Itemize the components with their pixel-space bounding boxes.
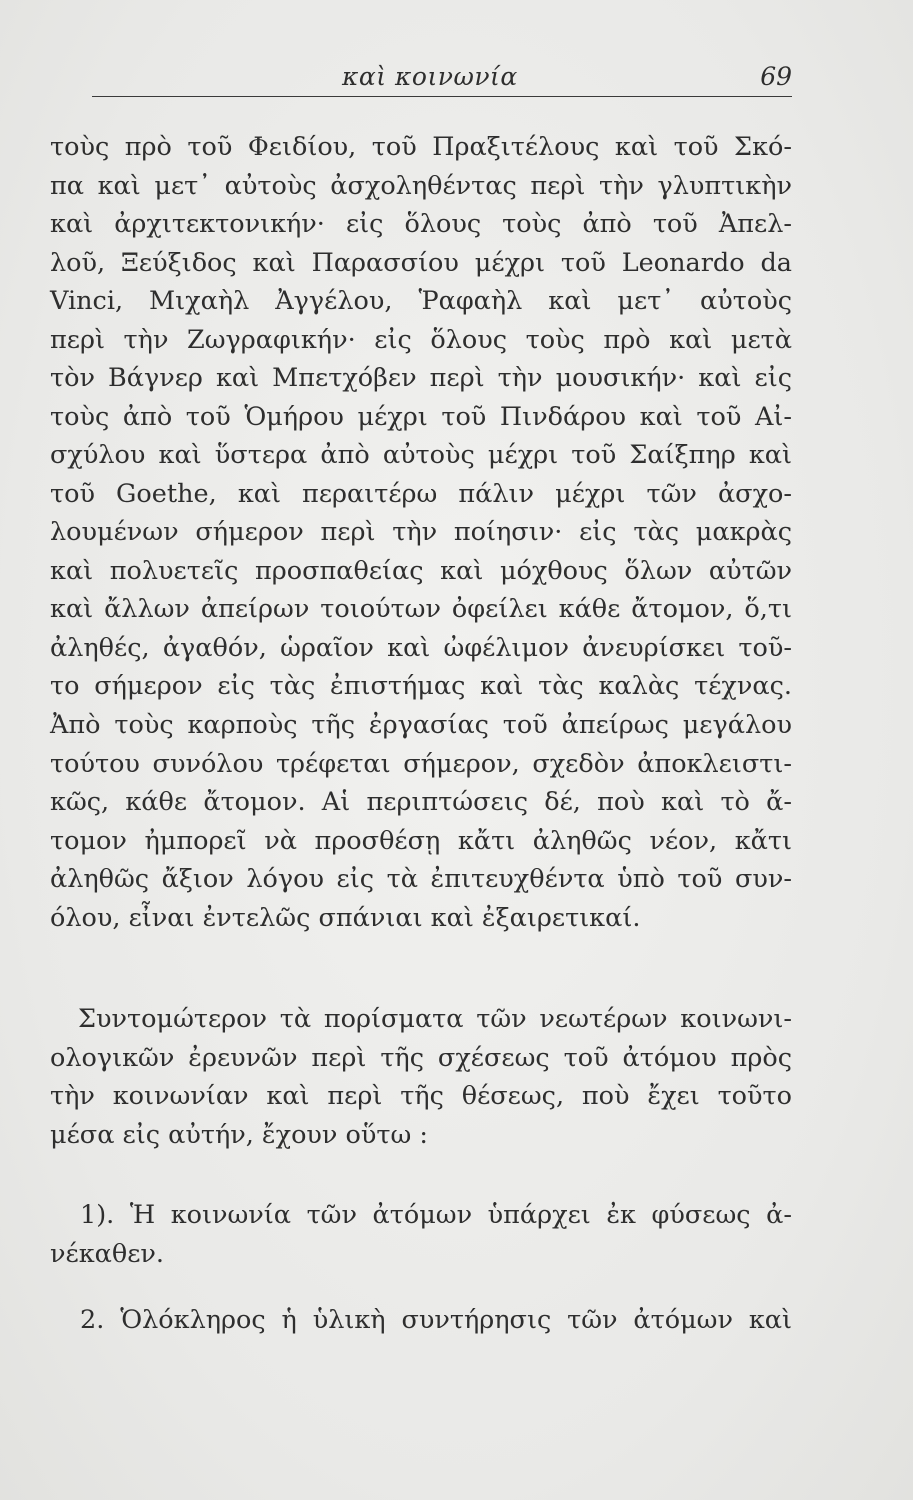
paragraph-1 (50, 128, 792, 708)
text-line: λοῦ, Ξεύξιδος καὶ Παρασσίου μέχρι τοῦ Leonardo da (50, 247, 792, 278)
text-line: πα καὶ μετ᾽ αὐτοὺς ἀσχοληθέντας περὶ τὴν γλυπτικὴν (50, 170, 792, 201)
text-line: τοὺς πρὸ τοῦ Φειδίου, τοῦ Πραξιτέλους καὶ τοῦ Σκό- (50, 132, 792, 162)
text-line: ἀληθές, ἀγαθόν, ὡραῖον καὶ ὠφέλιμον ἀνευρίσκει τοῦ- (50, 632, 792, 663)
text-line: τοῦ Goethe, καὶ περαιτέρω πάλιν μέχρι τῶν ἀσχο- (50, 478, 792, 509)
paragraph-2 (50, 706, 792, 946)
text-line: νέκαθεν. (50, 1238, 165, 1269)
text-line: τομον ἠμπορεῖ νὰ προσθέσῃ κἄτι ἀληθῶς νέον, κἄτι (50, 825, 792, 856)
text-line: όλου, εἶναι ἐντελῶς σπάνιαι καὶ ἐξαιρετικαί. (50, 902, 641, 933)
text-line: καὶ ἀρχιτεκτονικήν· εἰς ὅλους τοὺς ἀπὸ τοῦ Ἀπελ- (50, 209, 792, 239)
text-line: τοὺς ἀπὸ τοῦ Ὁμήρου μέχρι τοῦ Πινδάρου καὶ τοῦ Αἰ- (50, 401, 792, 432)
text-line: καὶ πολυετεῖς προσπαθείας καὶ μόχθους ὅλων αὐτῶν (50, 555, 792, 586)
text-line: κῶς, κάθε ἄτομον. Αἱ περιπτώσεις δέ, ποὺ καὶ τὸ ἄ- (50, 787, 792, 817)
paragraph-4 (50, 1196, 792, 1276)
paragraph-5 (50, 1301, 792, 1341)
text-line: Vinci, Μιχαὴλ Ἀγγέλου, Ῥαφαὴλ καὶ μετ᾽ αὐτοὺς (50, 286, 792, 316)
text-line: το σήμερον εἰς τὰς ἐπιστήμας καὶ τὰς καλὰς τέχνας. (50, 671, 792, 701)
text-line: τὴν κοινωνίαν καὶ περὶ τῆς θέσεως, ποὺ ἔχει τοῦτο (50, 1081, 792, 1111)
text-line: τὸν Βάγνερ καὶ Μπετχόβεν περὶ τὴν μουσικήν· καὶ εἰς (50, 363, 792, 393)
text-line: ολογικῶν ἐρευνῶν περὶ τῆς σχέσεως τοῦ ἀτόμου πρὸς (50, 1042, 792, 1073)
text-line: μέσα εἰς αὐτήν, ἔχουν οὕτω : (50, 1119, 428, 1150)
page-header (92, 62, 792, 96)
text-line: λουμένων σήμερον περὶ τὴν ποίησιν· εἰς τὰς μακρὰς (50, 517, 792, 547)
text-line: Συντομώτερον τὰ πορίσματα τῶν νεωτέρων κοινωνι- (78, 1004, 792, 1034)
text-line: καὶ ἄλλων ἀπείρων τοιούτων ὀφείλει κάθε ἄτομον, ὅ,τι (50, 594, 792, 624)
text-line: Ἀπὸ τοὺς καρποὺς τῆς ἐργασίας τοῦ ἀπείρως μεγάλου (50, 710, 792, 740)
text-line: ἀληθῶς ἄξιον λόγου εἰς τὰ ἐπιτευχθέντα ὑπὸ τοῦ συν- (50, 864, 792, 894)
text-line: σχύλου καὶ ὕστερα ἀπὸ αὐτοὺς μέχρι τοῦ Σαίξπηρ καὶ (50, 440, 792, 470)
text-line: τούτου συνόλου τρέφεται σήμερον, σχεδὸν ἀποκλειστι- (50, 748, 792, 779)
text-line: περὶ τὴν Ζωγραφικήν· εἰς ὅλους τοὺς πρὸ καὶ μετὰ (50, 324, 792, 355)
paragraph-3 (50, 1000, 792, 1160)
page-number: 69 (760, 62, 792, 91)
text-line: 1). Ἡ κοινωνία τῶν ἀτόμων ὑπάρχει ἐκ φύσεως ἀ- (80, 1200, 792, 1230)
text-line: 2. Ὁλόκληρος ἡ ὑλικὴ συντήρησις τῶν ἀτόμων καὶ (80, 1305, 792, 1335)
running-head: καὶ κοινωνία (342, 62, 518, 91)
header-rule (92, 96, 792, 97)
